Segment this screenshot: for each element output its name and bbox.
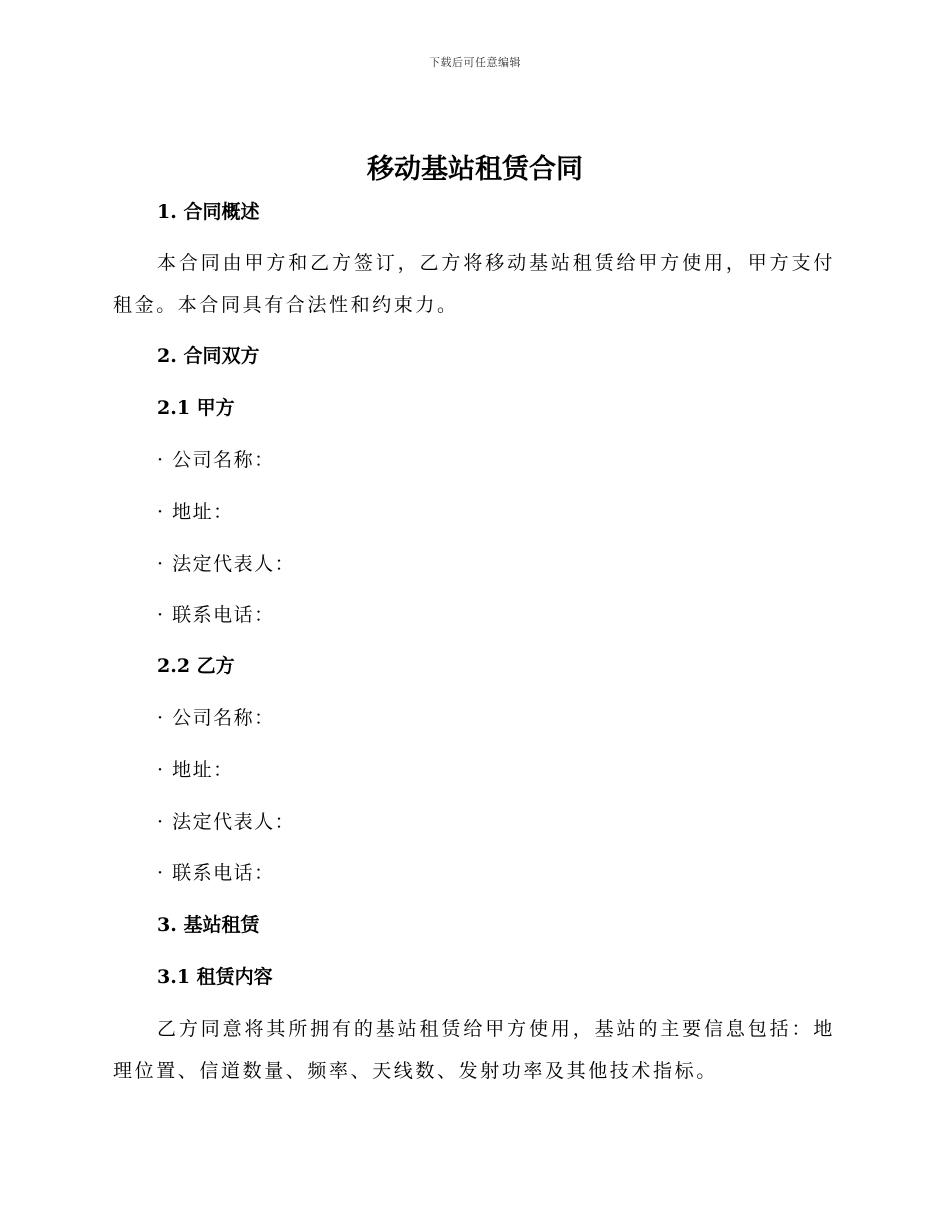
party-a-company-name-field: · 公司名称： [157,449,275,471]
section-3-1-heading: 3.1 租赁内容 [157,966,273,988]
party-a-heading: 2.1 甲方 [157,397,235,419]
party-b-legal-rep-field: · 法定代表人： [157,811,296,833]
party-b-heading: 2.2 乙方 [157,655,235,677]
section-3-1-paragraph: 乙方同意将其所拥有的基站租赁给甲方使用，基站的主要信息包括：地理位置、信道数量、频率、天线数、发射功率及其他技术指标。 [113,1018,835,1082]
page-header-note: 下载后可任意编辑 [429,56,521,69]
party-a-legal-rep-field: · 法定代表人： [157,553,296,575]
section-1-heading: 1. 合同概述 [157,201,260,223]
party-b-phone-field: · 联系电话： [157,862,275,884]
party-b-company-name-field: · 公司名称： [157,707,275,729]
party-b-address-field: · 地址： [157,759,234,781]
party-a-address-field: · 地址： [157,501,234,523]
document-title: 移动基站租赁合同 [367,154,583,185]
section-1-paragraph: 本合同由甲方和乙方签订，乙方将移动基站租赁给甲方使用，甲方支付租金。本合同具有合法性和约束力。 [113,252,835,316]
section-3-heading: 3. 基站租赁 [157,914,260,936]
section-2-heading: 2. 合同双方 [157,345,260,367]
party-a-phone-field: · 联系电话： [157,604,275,626]
